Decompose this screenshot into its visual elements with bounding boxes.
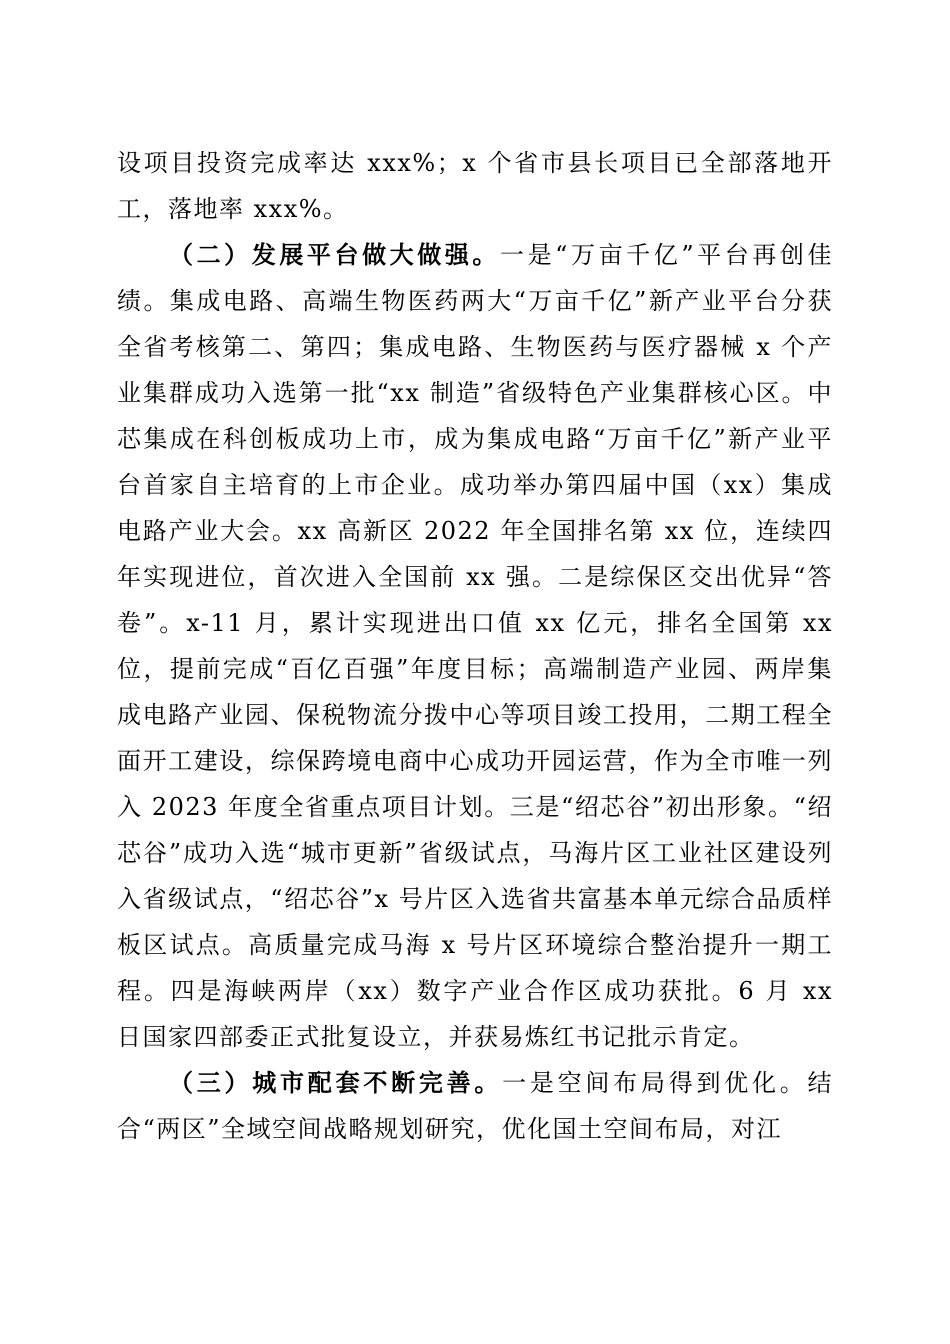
paragraph-urban-facilities [117,1060,833,1152]
paragraph-body: 设项目投资完成率达 xxx%；x 个省市县长项目已全部落地开工，落地率 xxx%。 [117,149,833,223]
section-heading: （二）发展平台做大做强。 [169,240,500,269]
paragraph-body: 一是“万亩千亿”平台再创佳绩。集成电路、高端生物医药两大“万亩千亿”新产业平台分获全省考核第二、第四；集成电路、生物医药与医疗器械 x 个产业集群成功入选第一批“xx 制造”省级特色产业集群核心区。中芯集成在科创板成功上市，成为集成电路“万亩千亿”新产业平台首家自主培育的上市企业。成功举办第四届中国（xx）集成电路产业大会。xx 高新区 2022 年全国排名第 xx 位，连续四年实现进位，首次进入全国前 xx 强。二是综保区交出优异“答卷”。x-11 月，累计实现进出口值 xx 亿元，排名全国第 xx 位，提前完成“百亿百强”年度目标；高端制造产业园、两岸集成电路产业园、保税物流分拨中心等项目竣工投用，二期工程全面开工建设，综保跨境电商中心成功开园运营，作为全市唯一列入 2023 年度全省重点项目计划。三是“绍芯谷”初出形象。“绍芯谷”成功入选“城市更新”省级试点，马海片区工业社区建设列入省级试点，“绍芯谷”x 号片区入选省共富基本单元综合品质样板区试点。高质量完成马海 x 号片区环境综合整治提升一期工程。四是海峡两岸（xx）数字产业合作区成功获批。6 月 xx 日国家四部委正式批复设立，并获易炼红书记批示肯定。 [117,241,833,1051]
paragraph-body: 一是空间布局得到优化。结合“两区”全域空间战略规划研究，优化国土空间布局，对江 [117,1069,834,1143]
section-heading: （三）城市配套不断完善。 [169,1068,503,1097]
paragraph-continuation [117,140,833,232]
paragraph-development-platform [117,232,833,1060]
document-page [117,140,833,1152]
